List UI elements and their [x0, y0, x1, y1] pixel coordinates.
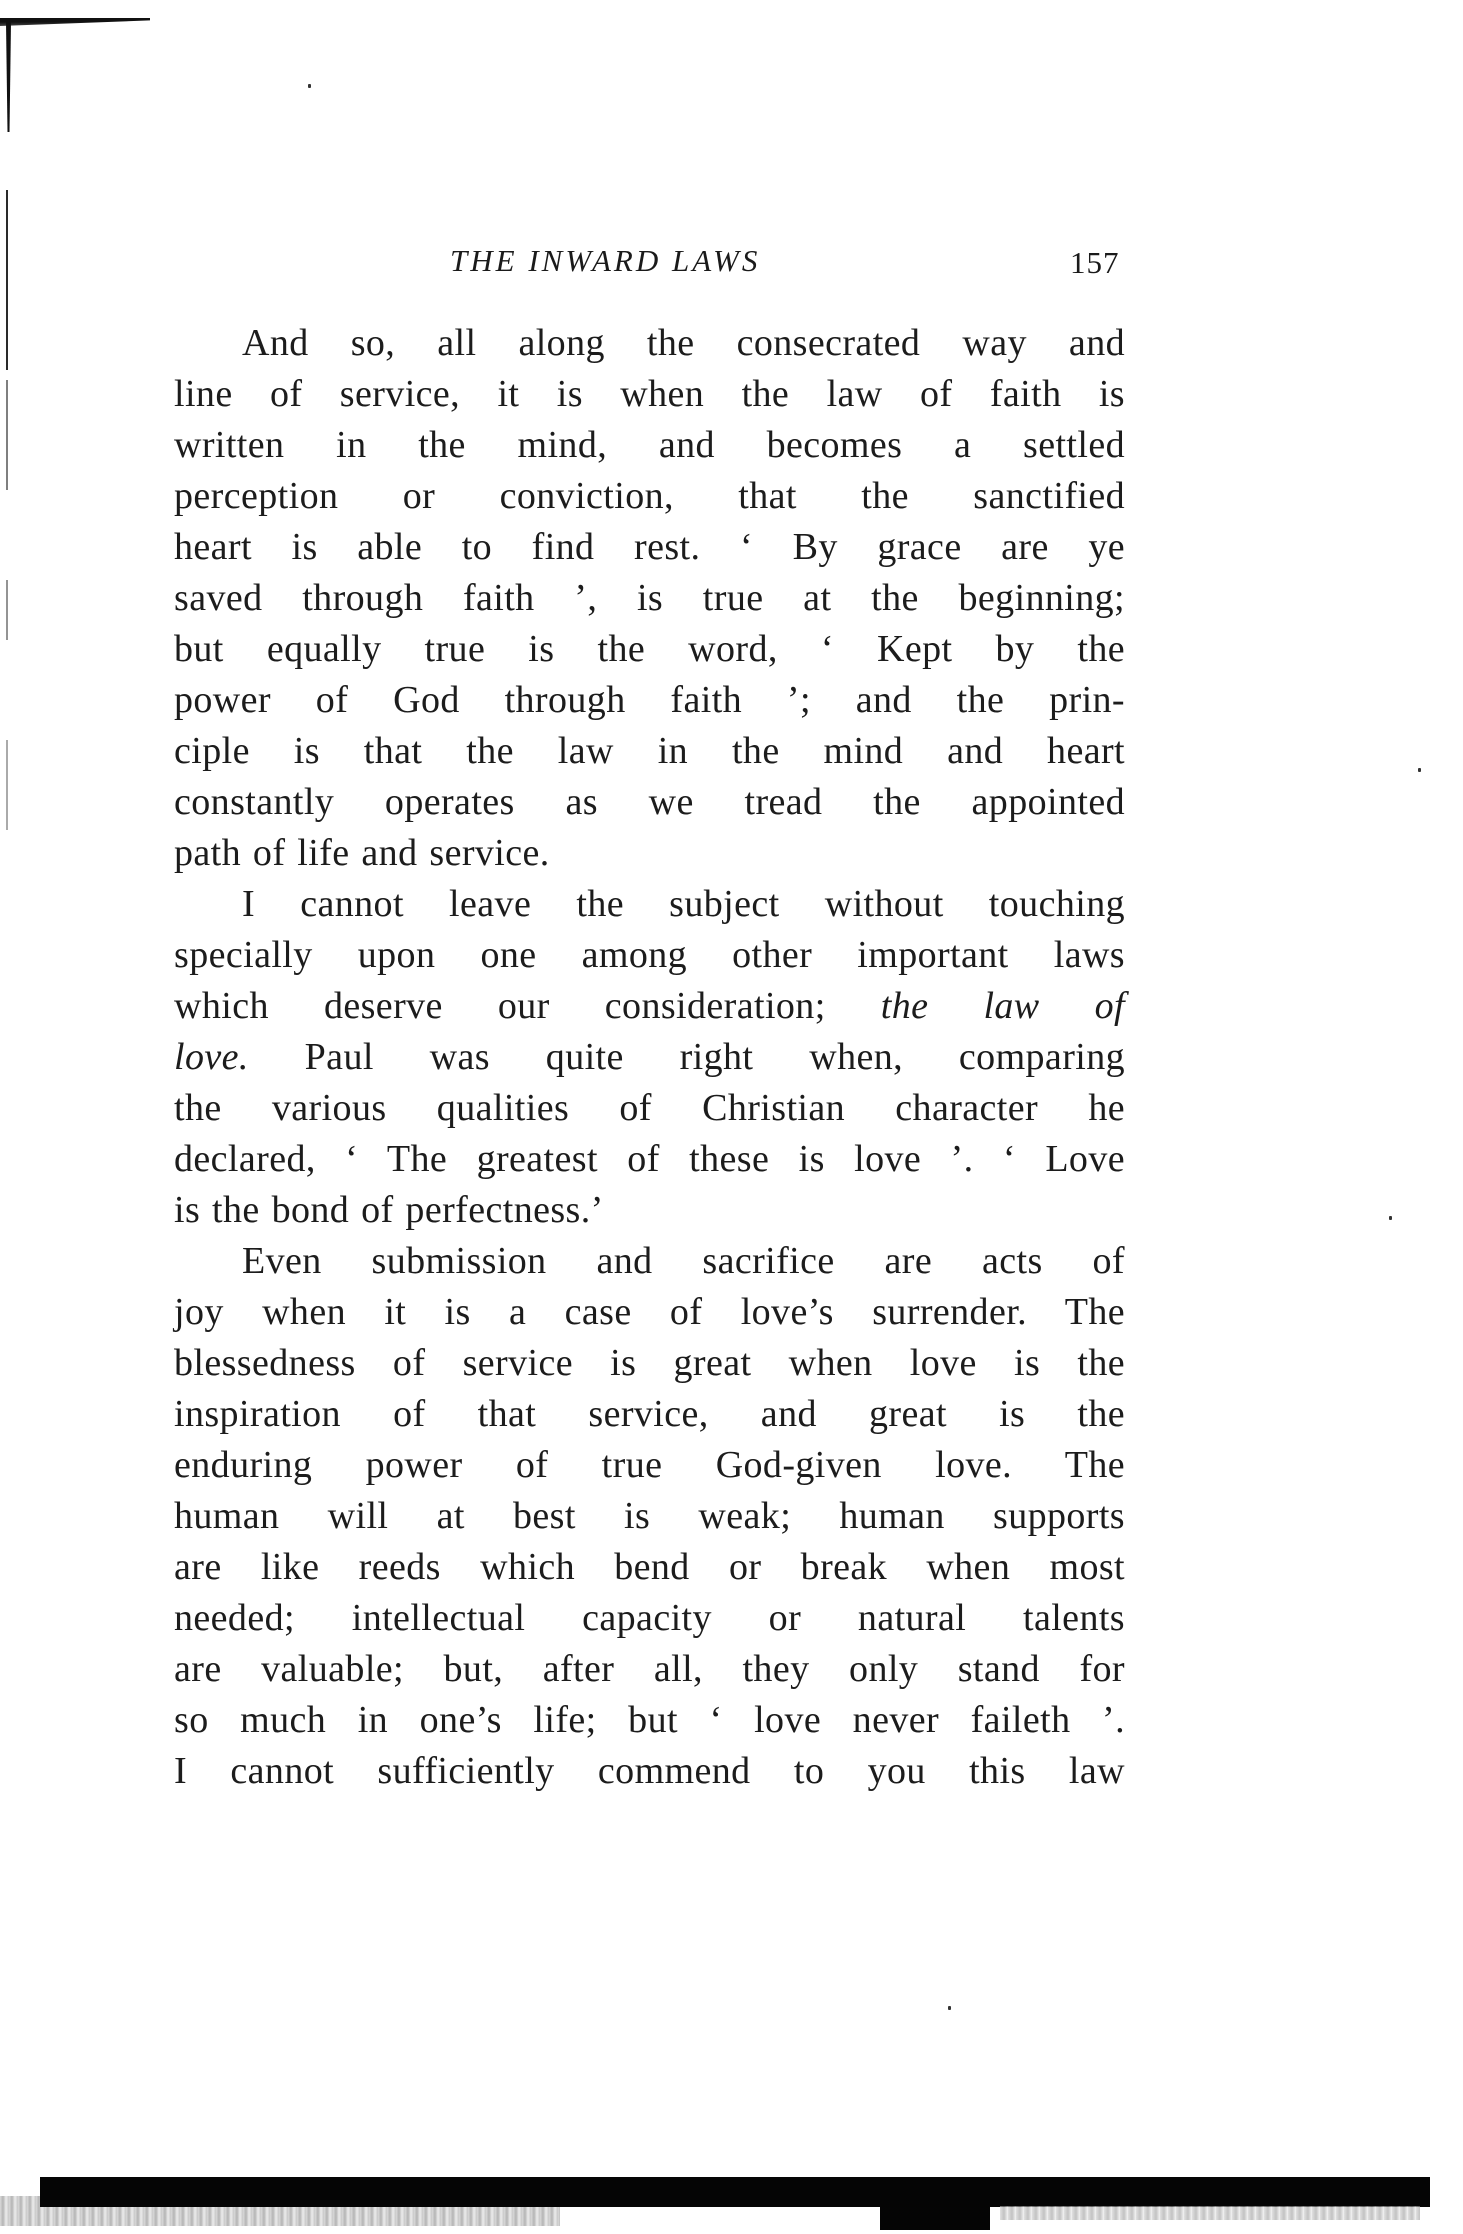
line-text: are valuable; but, after all, they only stand for: [174, 1648, 1125, 1690]
text-line: [174, 981, 1125, 1032]
line-text: constantly operates as we tread the appointed: [174, 781, 1125, 823]
text-line: [174, 1440, 1125, 1491]
text-line: [174, 1644, 1125, 1695]
scan-speck: [1389, 1216, 1392, 1220]
paragraph: [174, 879, 1125, 1236]
text-line: [174, 828, 1125, 879]
text-line: [174, 420, 1125, 471]
text-line: [174, 1491, 1125, 1542]
running-head: [0, 243, 1463, 287]
text-line: [174, 1746, 1125, 1797]
line-text: path of life and service.: [174, 832, 550, 874]
text-line: [174, 1287, 1125, 1338]
text-line: [174, 1083, 1125, 1134]
scan-bottom-edge: [40, 2177, 1430, 2207]
text-line: [174, 1593, 1125, 1644]
text-line: [174, 1032, 1125, 1083]
running-title: THE INWARD LAWS: [450, 243, 761, 278]
scan-speck: [308, 84, 311, 88]
line-text: needed; intellectual capacity or natural talents: [174, 1597, 1125, 1639]
scan-speck: [1418, 768, 1421, 772]
text-line: [174, 318, 1125, 369]
text-line: [174, 777, 1125, 828]
line-text: which deserve our consideration;: [174, 985, 881, 1027]
line-text: perception or conviction, that the sanctified: [174, 475, 1125, 517]
page-number: 157: [1070, 245, 1120, 280]
text-line: [174, 522, 1125, 573]
text-line: [174, 1236, 1125, 1287]
line-text: saved through faith ’, is true at the beginning;: [174, 577, 1125, 619]
italic-text: the law of: [880, 985, 1125, 1027]
scan-margin-line: [6, 380, 8, 490]
line-text: the various qualities of Christian character he: [174, 1087, 1125, 1129]
line-text: so much in one’s life; but ‘ love never faileth ’.: [174, 1699, 1125, 1741]
text-line: [174, 369, 1125, 420]
line-text: Paul was quite right when, comparing: [248, 1036, 1125, 1078]
text-line: [174, 1695, 1125, 1746]
line-text: inspiration of that service, and great is the: [174, 1393, 1125, 1435]
line-text: blessedness of service is great when love is the: [174, 1342, 1125, 1384]
scan-edge-noise: [1000, 2206, 1420, 2220]
line-text: line of service, it is when the law of faith is: [174, 373, 1125, 415]
text-line: [174, 1185, 1125, 1236]
text-line: [174, 726, 1125, 777]
line-text: is the bond of perfectness.’: [174, 1189, 604, 1231]
text-line: [174, 930, 1125, 981]
line-text: declared, ‘ The greatest of these is love ’. ‘ Love: [174, 1138, 1125, 1180]
scan-margin-line: [6, 580, 8, 640]
line-text: human will at best is weak; human supports: [174, 1495, 1125, 1537]
text-line: [174, 1389, 1125, 1440]
line-text: but equally true is the word, ‘ Kept by the: [174, 628, 1125, 670]
text-line: [174, 573, 1125, 624]
text-line: [174, 1338, 1125, 1389]
scan-speck: [948, 2006, 951, 2010]
line-text: enduring power of true God-given love. The: [174, 1444, 1125, 1486]
line-text: power of God through faith ’; and the prin-: [174, 679, 1125, 721]
scan-bottom-edge-notch: [880, 2200, 990, 2230]
line-text: are like reeds which bend or break when most: [174, 1546, 1125, 1588]
line-text: joy when it is a case of love’s surrender. The: [174, 1291, 1125, 1333]
text-line: [174, 1542, 1125, 1593]
text-line: [174, 624, 1125, 675]
scan-corner-mark: [0, 18, 150, 26]
line-text: specially upon one among other important laws: [174, 934, 1125, 976]
line-text: heart is able to find rest. ‘ By grace are ye: [174, 526, 1125, 568]
scan-margin-line: [6, 740, 8, 830]
line-text: written in the mind, and becomes a settled: [174, 424, 1125, 466]
line-text: ciple is that the law in the mind and heart: [174, 730, 1125, 772]
paragraph: [174, 318, 1125, 879]
text-line: [174, 1134, 1125, 1185]
line-text: I cannot sufficiently commend to you this law: [174, 1750, 1125, 1792]
italic-text: love.: [174, 1036, 249, 1078]
paragraph: [174, 1236, 1125, 1797]
line-text: And so, all along the consecrated way and: [242, 322, 1125, 364]
scan-corner-mark-vertical: [6, 22, 11, 132]
text-line: [174, 879, 1125, 930]
text-line: [174, 471, 1125, 522]
body-text: [174, 318, 1125, 1797]
line-text: Even submission and sacrifice are acts of: [242, 1240, 1125, 1282]
line-text: I cannot leave the subject without touching: [242, 883, 1125, 925]
text-line: [174, 675, 1125, 726]
